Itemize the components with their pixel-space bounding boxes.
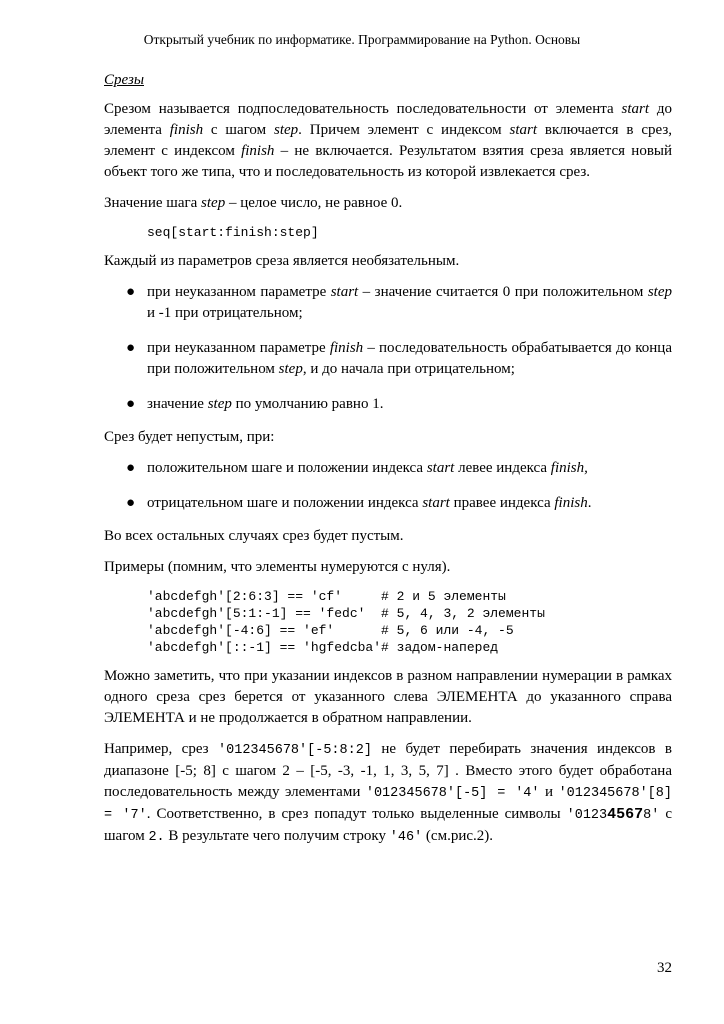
paragraph-step: Значение шага step – целое число, не равное 0. <box>104 195 403 211</box>
paragraph-empty-cases: Во всех остальных случаях срез будет пустым. <box>104 528 404 544</box>
main-content <box>104 70 672 858</box>
code-slice-syntax: seq[start:finish:step] <box>147 225 319 240</box>
paragraph-examples-intro: Примеры (помним, что элементы нумеруются с нуля). <box>104 559 451 575</box>
bullet-icon: ● <box>126 396 136 412</box>
code-line: 'abcdefgh'[-4:6] == 'ef' # 5, 6 или -4, -5 <box>147 623 514 638</box>
page-number: 32 <box>657 960 672 976</box>
paragraph-example-explanation: Например, срез '012345678'[-5:8:2] не будет перебирать значения индексов в диапазоне [-5; 8] с шагом 2 – [-5, -3, -1, 1, 3, 5, 7] . Вместо этого будет обработана последовательность между элементами '012345678'[-5] = '4' и '012345678'[8] = '7'. Соответственно, в срез попадут только выделенные символы '012345678' с шагом 2. В результате чего получим строку '46' (см.рис.2). <box>104 741 673 845</box>
bullet-icon: ● <box>126 340 136 356</box>
bullet-list-nonempty <box>104 458 672 514</box>
list-item: ● при неуказанном параметре finish – последовательность обрабатывается до конца при положительном step, и до начала при отрицательном; <box>126 340 672 377</box>
code-examples <box>147 588 672 656</box>
paragraph-direction-note: Можно заметить, что при указании индексов в разном направлении нумерации в рамках одного среза срез берется от указанного слева ЭЛЕМЕНТА до указанного справа ЭЛЕМЕНТА и не продолжается в обратном направлении. <box>104 668 672 726</box>
bullet-icon: ● <box>126 284 136 300</box>
code-line: 'abcdefgh'[::-1] == 'hgfedcba'# задом-наперед <box>147 640 499 655</box>
highlighted-chars: 4567 <box>607 806 644 823</box>
list-item: ● отрицательном шаге и положении индекса start правее индекса finish. <box>104 493 672 514</box>
bullet-icon: ● <box>126 460 136 476</box>
bullet-list-defaults <box>104 282 672 415</box>
paragraph-nonempty: Срез будет непустым, при: <box>104 429 275 445</box>
list-item: ● при неуказанном параметре start – значение считается 0 при положительном step и -1 при отрицательном; <box>126 284 672 321</box>
list-item: ● значение step по умолчанию равно 1. <box>104 394 672 415</box>
code-line: 'abcdefgh'[2:6:3] == 'cf' # 2 и 5 элементы <box>147 589 506 604</box>
bullet-icon: ● <box>126 495 136 511</box>
running-header: Открытый учебник по информатике. Программирование на Python. Основы <box>143 32 581 47</box>
list-item: ● положительном шаге и положении индекса start левее индекса finish, <box>104 458 672 479</box>
section-title: Срезы <box>104 72 144 88</box>
paragraph-optional: Каждый из параметров среза является необязательным. <box>104 253 460 269</box>
code-line: 'abcdefgh'[5:1:-1] == 'fedc' # 5, 4, 3, 2 элементы <box>147 606 545 621</box>
paragraph-definition: Срезом называется подпоследовательность последовательности от элемента start до элемента finish с шагом step. Причем элемент с индексом start включается в срез, элемент с индексом finish – не включается. Результатом взятия среза является новый объект того же типа, что и последовательность из которой извлекается срез. <box>104 101 673 180</box>
